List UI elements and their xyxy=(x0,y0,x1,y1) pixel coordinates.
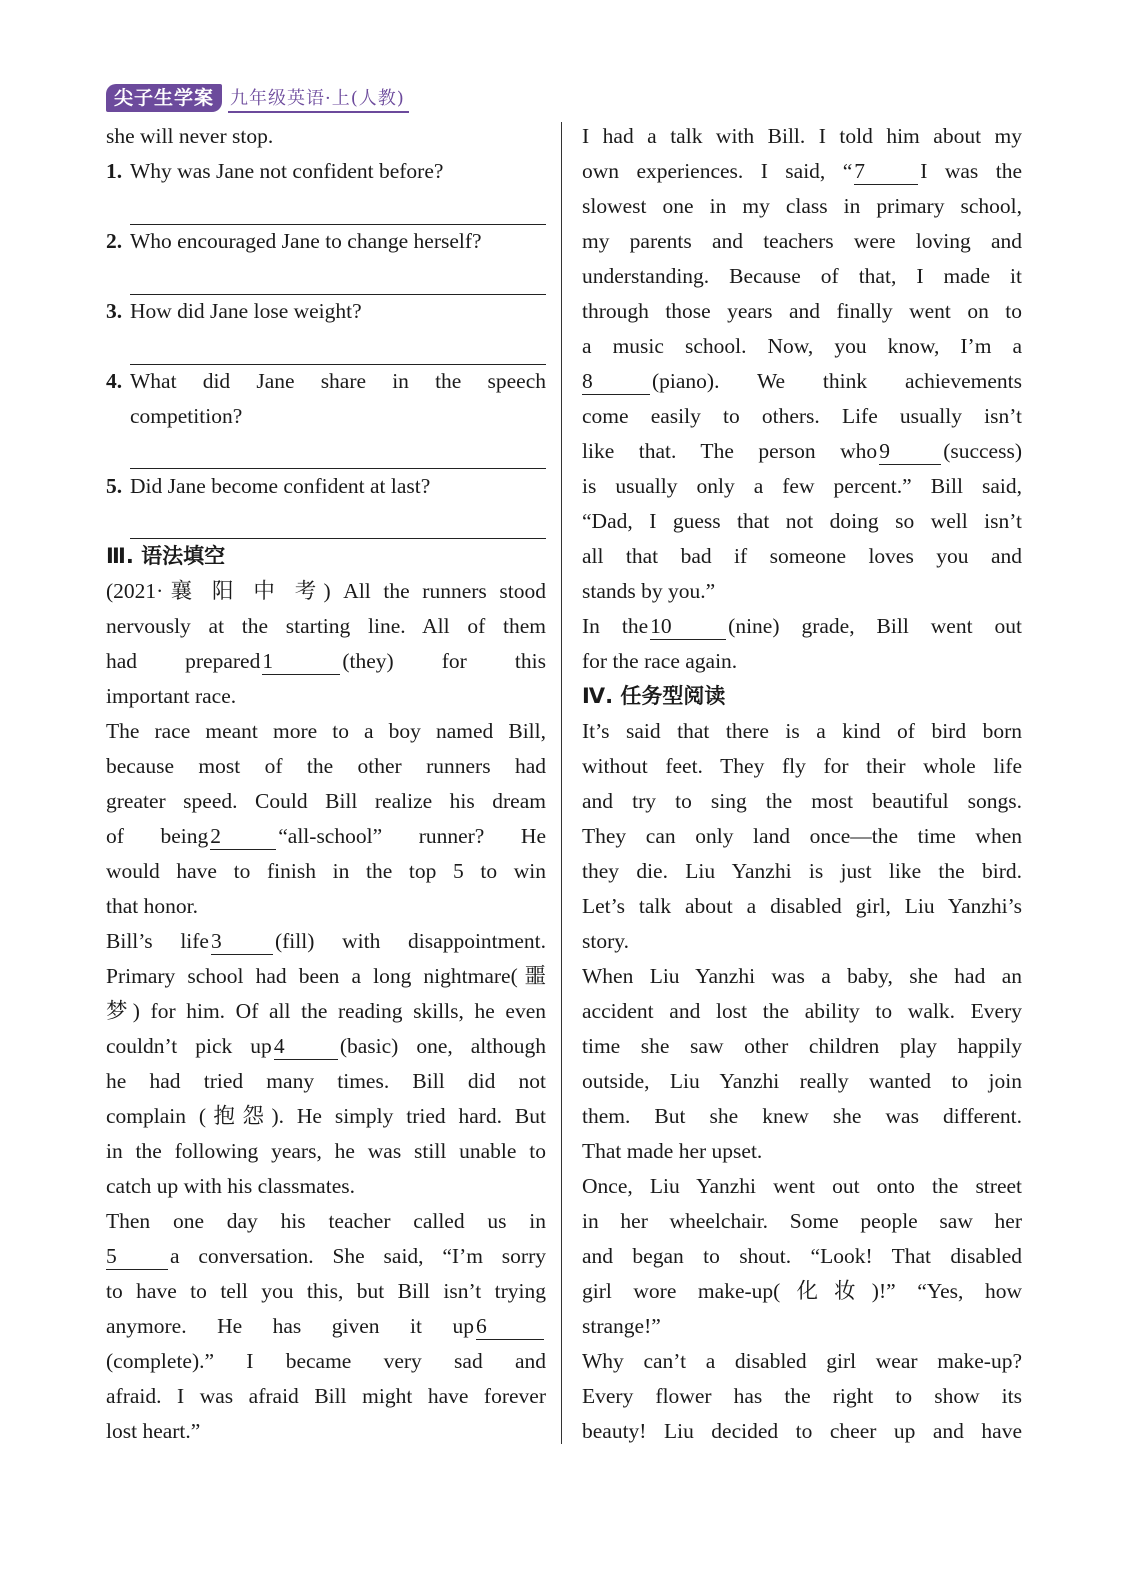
text-line: 3. xyxy=(106,299,123,323)
text-line: for the race again. xyxy=(582,649,738,673)
text-line: (they) for this xyxy=(342,649,546,673)
question-4 xyxy=(106,364,546,399)
text-line: (basic) one, although xyxy=(339,1034,546,1058)
text-line: accident and lost the ability to walk. Every xyxy=(582,999,1022,1023)
text-line: (complete).” I became very sad and xyxy=(106,1349,546,1373)
section-3-heading: Ⅲ. 语法填空 xyxy=(106,544,226,568)
text-line: That made her upset. xyxy=(582,1139,763,1163)
text-line: Did Jane become confident at last? xyxy=(130,474,431,498)
left-column xyxy=(106,119,546,1449)
text-line: complain (抱怨). He simply tried hard. But xyxy=(106,1104,546,1128)
text-line: all that bad if someone loves you and xyxy=(582,544,1022,568)
answer-line-3[interactable] xyxy=(130,364,546,365)
text-line: 2. xyxy=(106,229,123,253)
text-line: “all-school” runner? He xyxy=(278,824,546,848)
text-line: (piano). We think achievements xyxy=(652,369,1022,393)
section-4-heading: Ⅳ. 任务型阅读 xyxy=(582,684,726,708)
text-line: come easily to others. Life usually isn’t xyxy=(582,404,1022,428)
blank-7[interactable]: 7 xyxy=(854,158,918,185)
text-line: time she saw other children play happily xyxy=(582,1034,1022,1058)
text-line: greater speed. Could Bill realize his dream xyxy=(106,789,546,813)
answer-line-2[interactable] xyxy=(130,294,546,295)
question-3 xyxy=(106,294,546,329)
blank-1[interactable]: 1 xyxy=(262,648,340,675)
blank-4[interactable]: 4 xyxy=(274,1033,338,1060)
text-line: important race. xyxy=(106,684,237,708)
page-header xyxy=(106,84,409,112)
question-2 xyxy=(106,224,546,259)
text-line: story. xyxy=(582,929,629,953)
text-line: he had tried many times. Bill did not xyxy=(106,1069,546,1093)
right-column xyxy=(582,119,1022,1449)
text-line: (nine) grade, Bill went out xyxy=(728,614,1023,638)
text-line: I was the xyxy=(920,159,1022,183)
text-line: anymore. He has given it up xyxy=(106,1314,474,1338)
text-line: I had a talk with Bill. I told him about my xyxy=(582,124,1022,148)
text-line: that honor. xyxy=(106,894,198,918)
book-subtitle: 九年级英语·上(人教) xyxy=(228,84,409,113)
text-line: Let’s talk about a disabled girl, Liu Yanzhi’s xyxy=(582,894,1022,918)
text-line: couldn’t pick up xyxy=(106,1034,272,1058)
question-1 xyxy=(106,154,546,189)
text-line: nervously at the starting line. All of them xyxy=(106,614,546,638)
text-line: own experiences. I said, “ xyxy=(582,159,853,183)
text-line: in the following years, he was still unable to xyxy=(106,1139,546,1163)
text-line: 梦) for him. Of all the reading skills, he even xyxy=(106,999,546,1023)
text-line: they die. Liu Yanzhi is just like the bird. xyxy=(582,859,1022,883)
blank-5[interactable]: 5 xyxy=(106,1243,168,1270)
text-line: Why was Jane not confident before? xyxy=(130,159,444,183)
text-line: a music school. Now, you know, I’m a xyxy=(582,334,1022,358)
text-line: catch up with his classmates. xyxy=(106,1174,355,1198)
text-line: The race meant more to a boy named Bill, xyxy=(106,719,546,743)
text-line: “Dad, I guess that not doing so well isn’t xyxy=(582,509,1022,533)
text-line: Then one day his teacher called us in xyxy=(106,1209,546,1233)
text-line: Once, Liu Yanzhi went out onto the street xyxy=(582,1174,1022,1198)
blank-2[interactable]: 2 xyxy=(210,823,276,850)
text-line: 1. xyxy=(106,159,123,183)
text-line: to have to tell you this, but Bill isn’t trying xyxy=(106,1279,546,1303)
text-line: like that. The person who xyxy=(582,439,878,463)
text-line: Primary school had been a long nightmare(噩 xyxy=(106,964,546,988)
text-line: girl wore make-up(化妆)!” “Yes, how xyxy=(582,1279,1022,1303)
text-line: afraid. I was afraid Bill might have forever xyxy=(106,1384,546,1408)
text-line: lost heart.” xyxy=(106,1419,201,1443)
text-line: (fill) with disappointment. xyxy=(274,929,546,953)
text-line: in her wheelchair. Some people saw her xyxy=(582,1209,1022,1233)
text-line: (success) xyxy=(943,439,1022,463)
text-line: 5. xyxy=(106,474,123,498)
text-line: stands by you.” xyxy=(582,579,716,603)
text-line: When Liu Yanzhi was a baby, she had an xyxy=(582,964,1022,988)
text-line: because most of the other runners had xyxy=(106,754,546,778)
text-line: them. But she knew she was different. xyxy=(582,1104,1022,1128)
text-line: 4. xyxy=(106,369,123,393)
text-line: understanding. Because of that, I made it xyxy=(582,264,1022,288)
text-line: What did Jane share in the speech xyxy=(130,369,546,393)
column-divider xyxy=(561,122,562,1444)
text-line: through those years and finally went on to xyxy=(582,299,1022,323)
text-line: strange!” xyxy=(582,1314,661,1338)
text-line: beauty! Liu decided to cheer up and have xyxy=(582,1419,1022,1443)
question-5 xyxy=(106,469,546,504)
answer-line-1[interactable] xyxy=(130,224,546,225)
blank-8[interactable]: 8 xyxy=(582,368,650,395)
text-line: slowest one in my class in primary school, xyxy=(582,194,1022,218)
blank-10[interactable]: 10 xyxy=(650,613,726,640)
text-line: had prepared xyxy=(106,649,261,673)
text-line: competition? xyxy=(130,404,243,428)
text-line: outside, Liu Yanzhi really wanted to join xyxy=(582,1069,1022,1093)
text-line: my parents and teachers were loving and xyxy=(582,229,1022,253)
text-line: Bill’s life xyxy=(106,929,209,953)
text-line: a conversation. She said, “I’m sorry xyxy=(170,1244,546,1268)
text-line: of being xyxy=(106,824,209,848)
text-line: Why can’t a disabled girl wear make-up? xyxy=(582,1349,1022,1373)
carry-over-text: she will never stop. xyxy=(106,124,274,148)
answer-line-5[interactable] xyxy=(130,538,546,539)
answer-line-4[interactable] xyxy=(130,468,546,469)
text-line: (2021·襄 阳 中 考) All the runners stood xyxy=(106,579,546,603)
text-line: and try to sing the most beautiful songs. xyxy=(582,789,1022,813)
text-line: In the xyxy=(582,614,649,638)
text-line: would have to finish in the top 5 to win xyxy=(106,859,546,883)
text-line: Every flower has the right to show its xyxy=(582,1384,1022,1408)
text-line: Who encouraged Jane to change herself? xyxy=(130,229,482,253)
text-line: is usually only a few percent.” Bill said, xyxy=(582,474,1022,498)
text-line: and began to shout. “Look! That disabled xyxy=(582,1244,1022,1268)
brand-badge: 尖子生学案 xyxy=(106,84,222,112)
text-line: It’s said that there is a kind of bird born xyxy=(582,719,1022,743)
text-line: How did Jane lose weight? xyxy=(130,299,362,323)
blank-3[interactable]: 3 xyxy=(211,928,273,955)
text-line: They can only land once—the time when xyxy=(582,824,1022,848)
blank-9[interactable]: 9 xyxy=(879,438,941,465)
blank-6[interactable]: 6 xyxy=(476,1313,544,1340)
text-line: without feet. They fly for their whole life xyxy=(582,754,1022,778)
